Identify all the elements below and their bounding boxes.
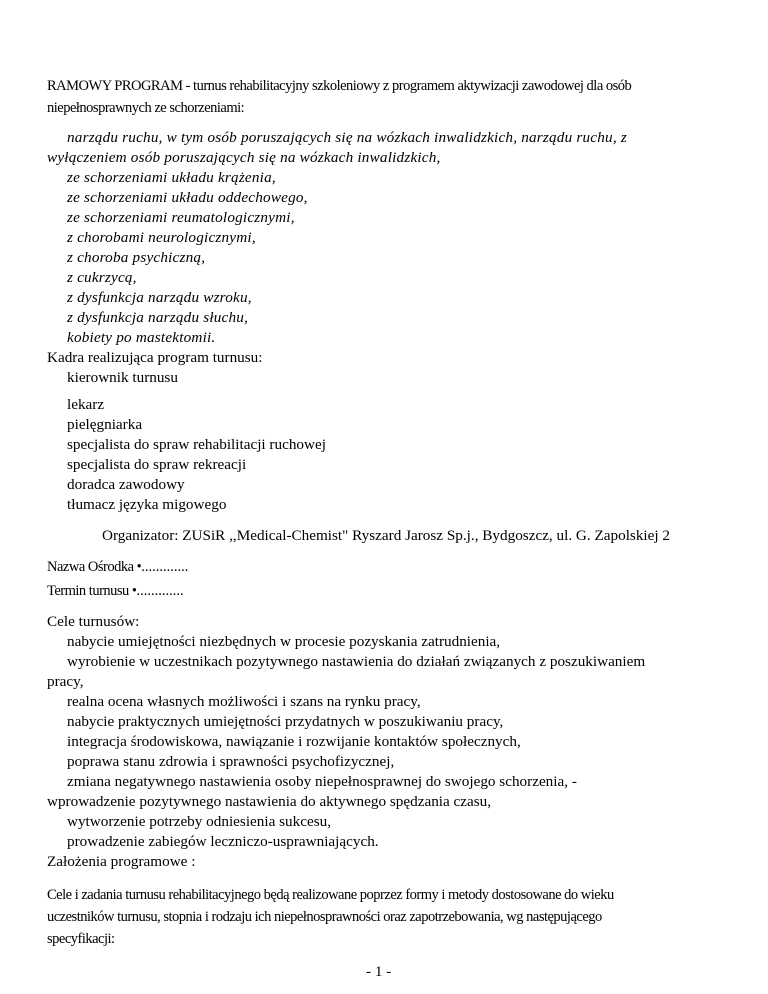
goal-line: zmiana negatywnego nastawienia osoby niepełnosprawnej do swojego schorzenia, -	[67, 773, 577, 790]
page-number: - 1 -	[366, 963, 392, 980]
goal-line: integracja środowiskowa, nawiązanie i rozwijanie kontaktów społecznych,	[67, 733, 521, 750]
disorder-item: z dysfunkcja narządu słuchu,	[67, 309, 249, 326]
center-name-field	[47, 559, 188, 576]
title-line-1: RAMOWY PROGRAM - turnus rehabilitacyjny szkoleniowy z programem aktywizacji zawodowej dla osób	[47, 78, 632, 94]
assumptions-heading: Założenia programowe :	[47, 853, 196, 870]
disorder-item: ze schorzeniami reumatologicznymi,	[67, 209, 295, 226]
term-dots: .............	[136, 583, 184, 599]
title-line-2: niepełnosprawnych ze schorzeniami:	[47, 100, 245, 116]
disorder-item: ze schorzeniami układu oddechowego,	[67, 189, 308, 206]
center-name-dots: .............	[141, 559, 189, 575]
organizer-line: Organizator: ZUSiR ,,Medical-Chemist" Ryszard Jarosz Sp.j., Bydgoszcz, ul. G. Zapolskiej 2	[102, 527, 670, 544]
staff-item: pielęgniarka	[67, 416, 143, 433]
staff-item: lekarz	[67, 396, 105, 413]
term-field	[47, 583, 184, 600]
term-label: Termin turnusu •	[47, 583, 137, 599]
disorder-item: z dysfunkcja narządu wzroku,	[67, 289, 252, 306]
disorder-item: z choroba psychiczną,	[67, 249, 206, 266]
staff-item: specjalista do spraw rekreacji	[67, 456, 247, 473]
goal-line: pracy,	[47, 673, 84, 690]
staff-head-person: kierownik turnusu	[67, 369, 178, 386]
closing-line-1: Cele i zadania turnusu rehabilitacyjnego będą realizowane poprzez formy i metody dostosowane do wieku	[47, 887, 614, 903]
disorder-item: kobiety po mastektomii.	[67, 329, 216, 346]
staff-heading: Kadra realizująca program turnusu:	[47, 349, 263, 366]
goal-line: realna ocena własnych możliwości i szans na rynku pracy,	[67, 693, 421, 710]
goal-line: wprowadzenie pozytywnego nastawienia do aktywnego spędzania czasu,	[47, 793, 492, 810]
disorders-line-1: narządu ruchu, w tym osób poruszających się na wózkach inwalidzkich, narządu ruchu, z	[67, 129, 627, 146]
staff-item: tłumacz języka migowego	[67, 496, 227, 513]
goal-line: poprawa stanu zdrowia i sprawności psychofizycznej,	[67, 753, 395, 770]
disorders-line-2: wyłączeniem osób poruszających się na wózkach inwalidzkich,	[47, 149, 441, 166]
goal-line: nabycie umiejętności niezbędnych w procesie pozyskania zatrudnienia,	[67, 633, 501, 650]
goal-line: wytworzenie potrzeby odniesienia sukcesu,	[67, 813, 332, 830]
closing-line-2: uczestników turnusu, stopnia i rodzaju ich niepełnosprawności oraz zapotrzebowania, wg następującego	[47, 909, 602, 925]
disorder-item: z cukrzycą,	[67, 269, 137, 286]
staff-item: specjalista do spraw rehabilitacji ruchowej	[67, 436, 326, 453]
goals-heading: Cele turnusów:	[47, 613, 140, 630]
closing-line-3: specyfikacji:	[47, 931, 115, 947]
goal-line: prowadzenie zabiegów leczniczo-usprawniających.	[67, 833, 379, 850]
goal-line: nabycie praktycznych umiejętności przydatnych w poszukiwaniu pracy,	[67, 713, 504, 730]
disorder-item: ze schorzeniami układu krążenia,	[67, 169, 276, 186]
goal-line: wyrobienie w uczestnikach pozytywnego nastawienia do działań związanych z poszukiwaniem	[67, 653, 646, 670]
center-name-label: Nazwa Ośrodka •	[47, 559, 142, 575]
disorder-item: z chorobami neurologicznymi,	[67, 229, 256, 246]
staff-item: doradca zawodowy	[67, 476, 185, 493]
